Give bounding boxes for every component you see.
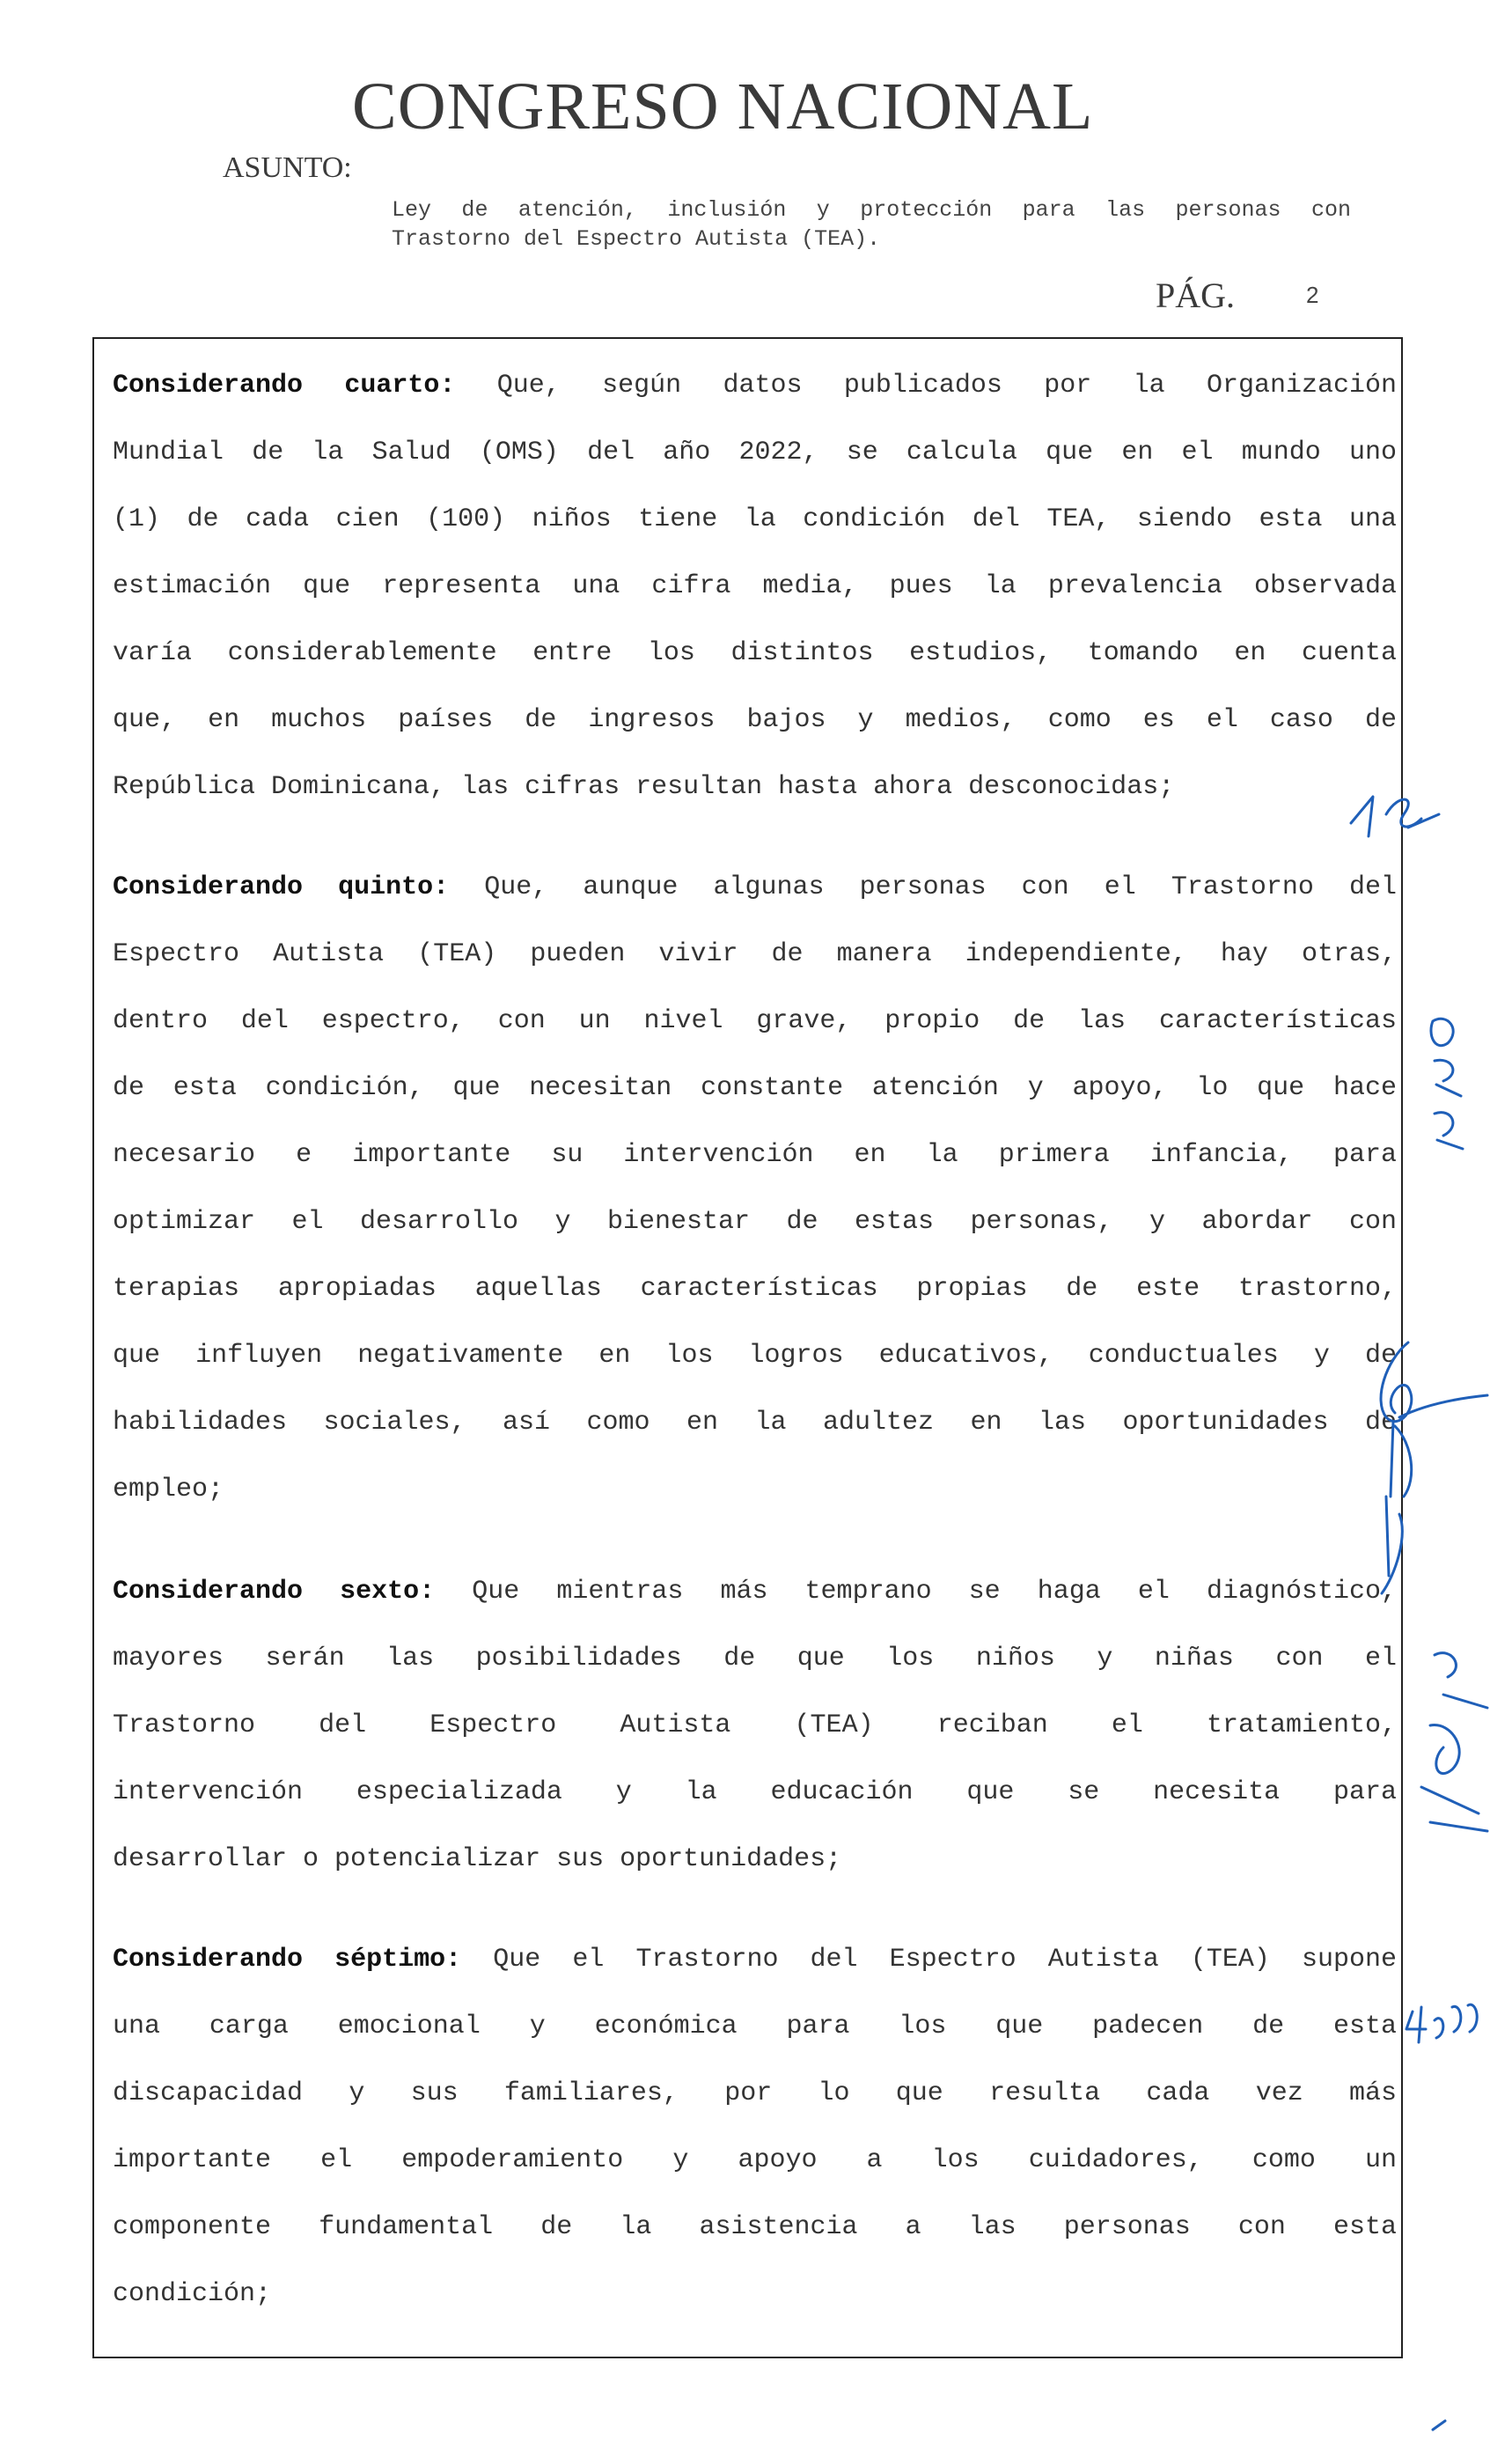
paragraph-lead: Considerando sexto:	[113, 1577, 436, 1607]
paragraph-first-line: Que mientras más temprano se haga el diagnóstico,	[435, 1577, 1397, 1607]
paragraph-line: optimizar el desarrollo y bienestar de estas personas, y abordar con	[113, 1207, 1397, 1237]
paragraph-line: condición;	[113, 2279, 272, 2309]
paragraph-line: terapias apropiadas aquellas características propias de este trastorno,	[113, 1274, 1397, 1304]
paragraph-line: República Dominicana, las cifras resultan hasta ahora desconocidas;	[113, 772, 1175, 802]
initials-055-mark	[1431, 1019, 1463, 1149]
paragraph-first-line: Que, según datos publicados por la Organización	[455, 371, 1397, 401]
paragraph-line: de esta condición, que necesitan constante atención y apoyo, lo que hace	[113, 1073, 1397, 1103]
paragraph-line: componente fundamental de la asistencia a las personas con esta	[113, 2212, 1397, 2242]
paragraph-line: Trastorno del Espectro Autista (TEA) reciban el tratamiento,	[113, 1710, 1397, 1740]
paragraph-line: una carga emocional y económica para los que padecen de esta	[113, 2012, 1397, 2041]
paragraph-line: que, en muchos países de ingresos bajos y medios, como es el caso de	[113, 705, 1397, 735]
paragraph-line: discapacidad y sus familiares, por lo que resulta cada vez más	[113, 2078, 1397, 2108]
paragraph-line: desarrollar o potencializar sus oportunidades;	[113, 1844, 842, 1874]
paragraph-lead: Considerando quinto:	[113, 872, 450, 902]
paragraph-line: Espectro Autista (TEA) pueden vivir de manera independiente, hay otras,	[113, 939, 1397, 969]
paragraph-considerando-quinto	[113, 854, 1397, 1523]
paragraph-line	[113, 352, 1397, 419]
paragraph-line: empleo;	[113, 1475, 224, 1504]
page-label: PÁG.	[1156, 276, 1236, 315]
asunto-label: ASUNTO:	[223, 151, 352, 184]
paragraph-lead: Considerando séptimo:	[113, 1945, 462, 1975]
paragraph-lead: Considerando cuarto:	[113, 371, 456, 401]
paragraph-line: que influyen negativamente en los logros educativos, conductuales y de	[113, 1341, 1397, 1371]
paragraph-line: mayores serán las posibilidades de que los niños y niñas con el	[113, 1644, 1397, 1673]
paragraph-line: intervención especializada y la educación que se necesita para	[113, 1777, 1397, 1807]
initials-4055-mark	[1406, 2004, 1477, 2042]
paragraph-considerando-sexto	[113, 1558, 1397, 1893]
stray-ink-mark	[1433, 2421, 1445, 2430]
paragraph-line	[113, 1558, 1397, 1625]
paragraph-considerando-septimo	[113, 1926, 1397, 2328]
paragraph-line: dentro del espectro, con un nivel grave, propio de las características	[113, 1006, 1397, 1036]
page-number: 2	[1306, 282, 1319, 308]
paragraph-line	[113, 1926, 1397, 1993]
initials-p-mark	[1421, 1653, 1487, 1831]
subject-line-1: Ley de atención, inclusión y protección para las personas con	[392, 197, 1351, 223]
paragraph-first-line: Que, aunque algunas personas con el Trastorno del	[449, 872, 1397, 902]
paragraph-line: estimación que representa una cifra media, pues la prevalencia observada	[113, 571, 1397, 601]
paragraph-line: habilidades sociales, así como en la adultez en las oportunidades de	[113, 1408, 1397, 1438]
paragraph-line	[113, 854, 1397, 921]
paragraph-line: varía considerablemente entre los distintos estudios, tomando en cuenta	[113, 638, 1397, 668]
subject-line-2: Trastorno del Espectro Autista (TEA).	[392, 226, 881, 252]
paragraph-first-line: Que el Trastorno del Espectro Autista (TEA) supone	[461, 1945, 1397, 1975]
header-title: CONGRESO NACIONAL	[352, 70, 1094, 143]
paragraph-line: necesario e importante su intervención en la primera infancia, para	[113, 1140, 1397, 1170]
paragraph-line: importante el empoderamiento y apoyo a los cuidadores, como un	[113, 2145, 1397, 2175]
subject-text	[392, 195, 1351, 254]
paragraph-line: Mundial de la Salud (OMS) del año 2022, se calcula que en el mundo uno	[113, 438, 1397, 467]
paragraph-considerando-cuarto	[113, 352, 1397, 820]
paragraph-line: (1) de cada cien (100) niños tiene la condición del TEA, siendo esta una	[113, 504, 1397, 534]
